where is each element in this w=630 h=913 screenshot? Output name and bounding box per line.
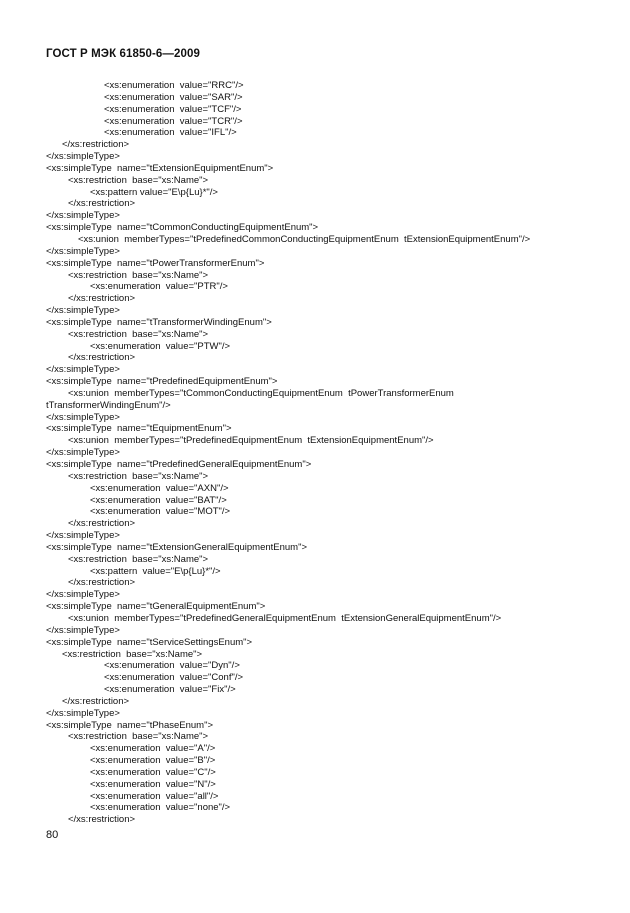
code-line: <xs:enumeration value="C"/> [90,766,216,778]
code-line: </xs:simpleType> [46,210,120,222]
code-line: </xs:restriction> [68,352,136,364]
code-line: <xs:union memberTypes="tPredefinedEquipmentEnum tExtensionEquipmentEnum"/> [68,435,434,447]
code-line: </xs:simpleType> [46,245,120,257]
code-line: <xs:union memberTypes="tCommonConductingEquipmentEnum tPowerTransformerEnum [68,387,454,399]
page-header-title: ГОСТ Р МЭК 61850-6—2009 [46,48,200,60]
code-line: <xs:pattern value="E\p{Lu}*"/> [90,565,221,577]
code-line: <xs:simpleType name="tPowerTransformerEnum"> [46,257,265,269]
code-line: </xs:restriction> [68,198,136,210]
code-line: <xs:enumeration value="B"/> [90,755,216,767]
code-line: <xs:pattern value="E\p{Lu}*"/> [90,186,218,198]
code-line: <xs:restriction base="xs:Name"> [68,328,209,340]
code-line: </xs:restriction> [68,518,136,530]
code-line: </xs:simpleType> [46,624,120,636]
code-line: </xs:simpleType> [46,589,120,601]
code-line: </xs:restriction> [68,577,136,589]
code-line: </xs:restriction> [68,293,136,305]
code-line: tTransformerWindingEnum"/> [46,399,171,411]
code-line: <xs:simpleType name="tExtensionGeneralEquipmentEnum"> [46,541,308,553]
code-line: <xs:enumeration value="N"/> [90,778,216,790]
code-line: </xs:simpleType> [46,447,120,459]
code-line: </xs:simpleType> [46,411,120,423]
code-line: <xs:enumeration value="AXN"/> [90,482,229,494]
code-line: <xs:enumeration value="Fix"/> [104,684,236,696]
code-line: </xs:simpleType> [46,530,120,542]
code-line: <xs:enumeration value="PTW"/> [90,340,231,352]
code-line: <xs:restriction base="xs:Name"> [68,731,209,743]
code-line: <xs:enumeration value="BAT"/> [90,494,227,506]
code-line: <xs:enumeration value="RRC"/> [104,80,244,91]
code-line: <xs:simpleType name="tServiceSettingsEnum"> [46,636,253,648]
code-line: </xs:simpleType> [46,305,120,317]
code-line: <xs:simpleType name="tEquipmentEnum"> [46,423,232,435]
code-line: <xs:enumeration value="TCR"/> [104,115,243,127]
code-line: <xs:enumeration value="A"/> [90,743,216,755]
code-line: <xs:simpleType name="tExtensionEquipmentEnum"> [46,162,274,174]
code-line: <xs:enumeration value="PTR"/> [90,281,228,293]
code-line: <xs:union memberTypes="tPredefinedCommonConductingEquipmentEnum tExtensionEquipmentEnum"/> [78,233,531,245]
code-line: <xs:simpleType name="tPredefinedGeneralEquipmentEnum"> [46,459,312,470]
code-line: <xs:restriction base="xs:Name"> [68,553,209,565]
code-line: <xs:union memberTypes="tPredefinedGeneralEquipmentEnum tExtensionGeneralEquipmentEnum"/> [68,612,502,624]
code-line: <xs:simpleType name="tTransformerWindingEnum"> [46,316,272,328]
code-line: <xs:simpleType name="tPhaseEnum"> [46,719,214,731]
code-line: <xs:enumeration value="Dyn"/> [104,660,240,672]
code-line: </xs:restriction> [62,139,130,151]
code-line: </xs:restriction> [62,695,130,707]
code-line: </xs:simpleType> [46,364,120,376]
code-line: <xs:enumeration value="all"/> [90,790,219,802]
code-line: <xs:simpleType name="tGeneralEquipmentEnum"> [46,601,266,613]
code-line: <xs:enumeration value="none"/> [90,802,231,814]
code-line: <xs:restriction base="xs:Name"> [68,269,209,281]
code-line: <xs:enumeration value="TCF"/> [104,103,242,115]
code-line: </xs:restriction> [68,814,136,826]
code-line: <xs:enumeration value="Conf"/> [104,672,244,684]
code-line: <xs:enumeration value="IFL"/> [104,127,237,139]
xml-schema-listing [46,80,606,826]
code-line: <xs:simpleType name="tCommonConductingEquipmentEnum"> [46,222,319,234]
code-line: <xs:restriction base="xs:Name"> [62,648,203,660]
code-line: <xs:enumeration value="MOT"/> [90,506,231,518]
code-line: <xs:simpleType name="tPredefinedEquipmentEnum"> [46,376,278,388]
code-line: </xs:simpleType> [46,151,120,163]
code-line: <xs:enumeration value="SAR"/> [104,91,243,103]
code-line: </xs:simpleType> [46,707,120,719]
page-number: 80 [46,829,59,841]
code-line: <xs:restriction base="xs:Name"> [68,470,209,482]
code-line: <xs:restriction base="xs:Name"> [68,174,209,186]
